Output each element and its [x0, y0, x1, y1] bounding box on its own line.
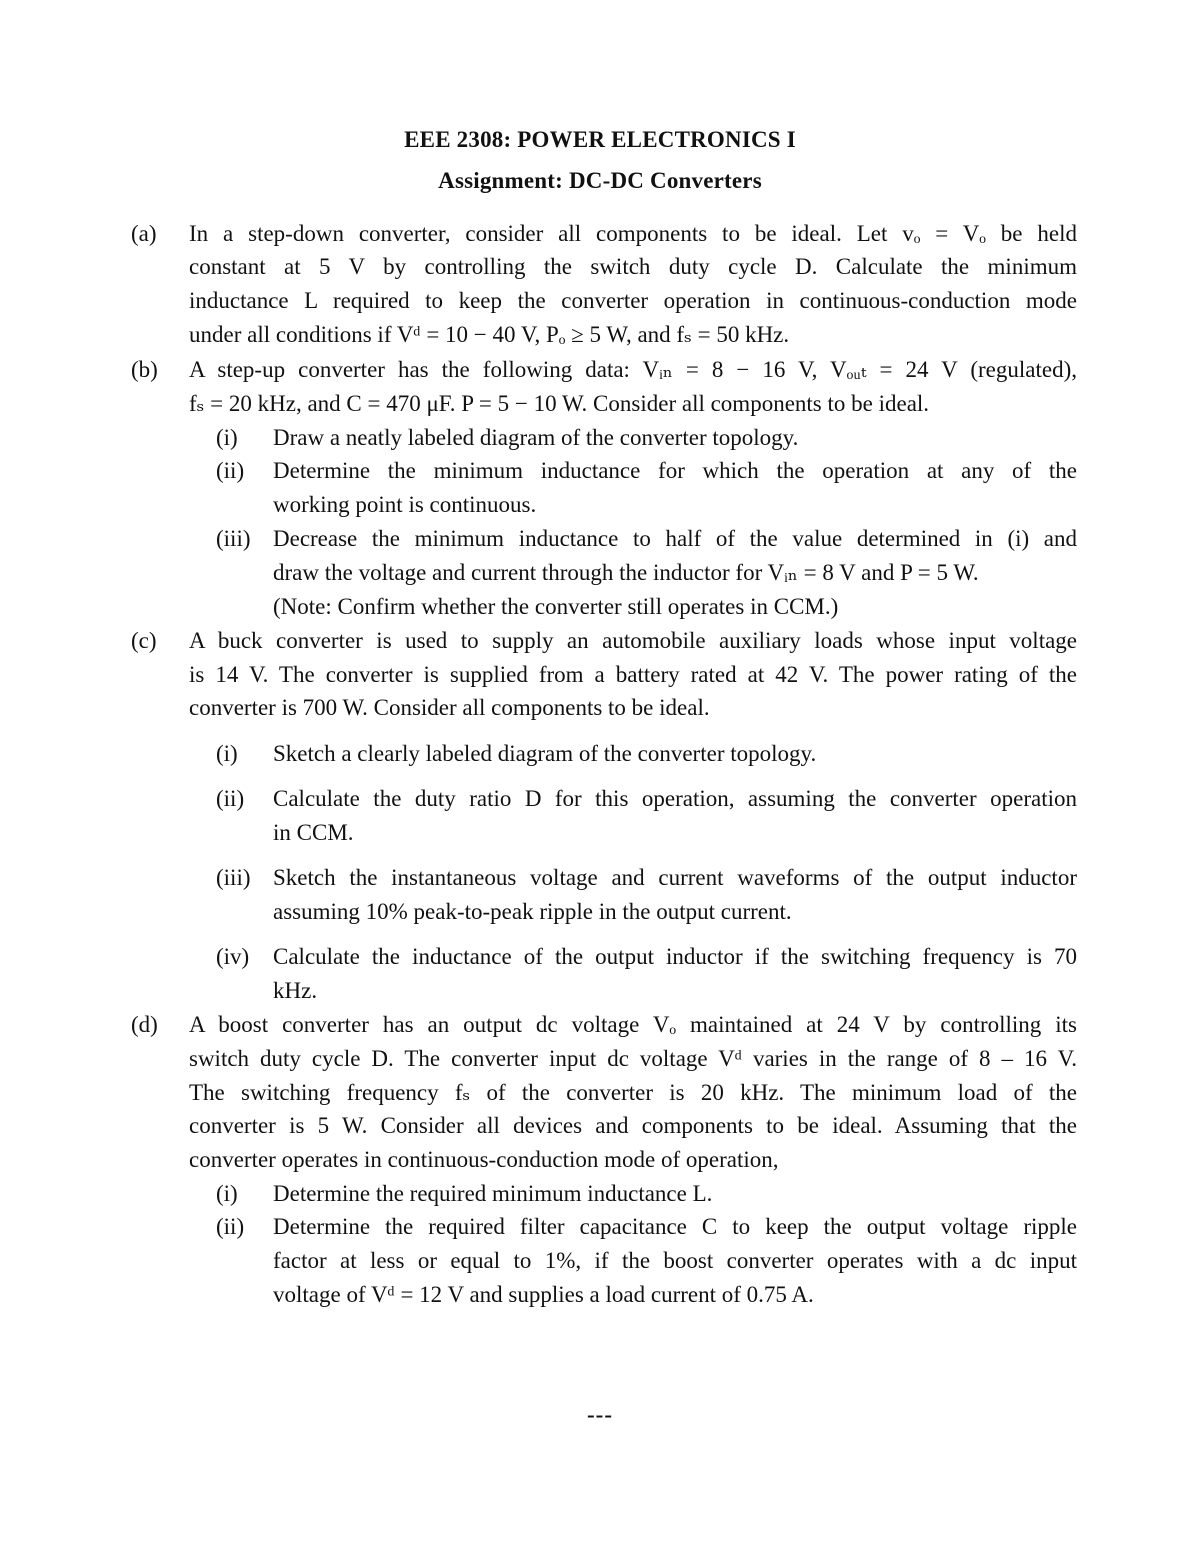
question-d-label: (d): [131, 1012, 158, 1037]
question-c-iii-label: (iii): [216, 865, 251, 890]
question-b-line-1: A step-up converter has the following data: Vᵢₙ = 8 − 16 V, Vₒᵤₜ = 24 V (regulated),: [189, 357, 1077, 382]
question-b-iii-label: (iii): [216, 526, 251, 551]
document-title: EEE 2308: POWER ELECTRONICS I: [404, 127, 796, 152]
question-a-line-3: inductance L required to keep the converter operation in continuous-conduction mode: [189, 288, 1077, 313]
question-c-line-1: A buck converter is used to supply an automobile auxiliary loads whose input voltage: [189, 628, 1077, 653]
question-d-ii-label: (ii): [216, 1214, 245, 1239]
question-c-iv-label: (iv): [216, 944, 250, 969]
question-b-iii-line-3: (Note: Confirm whether the converter still operates in CCM.): [273, 594, 839, 619]
question-b-i-label: (i): [216, 425, 238, 450]
question-d-line-5: converter operates in continuous-conduction mode of operation,: [189, 1147, 779, 1172]
question-d-line-4: converter is 5 W. Consider all devices and components to be ideal. Assuming that the: [189, 1113, 1077, 1138]
question-a-line-1: In a step-down converter, consider all components to be ideal. Let vₒ = Vₒ be held: [189, 221, 1077, 246]
question-b-ii-label: (ii): [216, 458, 245, 483]
question-c-ii-line-1: Calculate the duty ratio D for this operation, assuming the converter operation: [273, 786, 1077, 811]
question-b-iii-line-1: Decrease the minimum inductance to half of the value determined in (i) and: [273, 526, 1077, 551]
question-d-ii-line-1: Determine the required filter capacitance C to keep the output voltage ripple: [273, 1214, 1077, 1239]
question-d-line-2: switch duty cycle D. The converter input dc voltage Vᵈ varies in the range of 8 – 16 V.: [189, 1046, 1077, 1071]
question-b-ii-line-1: Determine the minimum inductance for which the operation at any of the: [273, 458, 1077, 483]
question-c-i-label: (i): [216, 741, 238, 766]
question-c-iv-line-2: kHz.: [273, 978, 318, 1003]
question-b-ii-line-2: working point is continuous.: [273, 492, 537, 517]
question-a-line-4: under all conditions if Vᵈ = 10 − 40 V, Pₒ ≥ 5 W, and fₛ = 50 kHz.: [189, 322, 790, 347]
question-d-line-3: The switching frequency fₛ of the converter is 20 kHz. The minimum load of the: [189, 1080, 1077, 1105]
question-c-line-2: is 14 V. The converter is supplied from a battery rated at 42 V. The power rating of the: [189, 662, 1077, 687]
question-c-i-line-1: Sketch a clearly labeled diagram of the converter topology.: [273, 741, 817, 766]
question-c-iii-line-2: assuming 10% peak-to-peak ripple in the output current.: [273, 899, 792, 924]
question-c-iii-line-1: Sketch the instantaneous voltage and current waveforms of the output inductor: [273, 865, 1077, 890]
document-subtitle: Assignment: DC-DC Converters: [438, 168, 762, 193]
question-d-i-label: (i): [216, 1181, 238, 1206]
question-a-label: (a): [131, 221, 157, 246]
question-b-label: (b): [131, 357, 158, 382]
question-d-ii-line-2: factor at less or equal to 1%, if the boost converter operates with a dc input: [273, 1248, 1077, 1273]
question-a-line-2: constant at 5 V by controlling the switch duty cycle D. Calculate the minimum: [189, 254, 1077, 279]
question-c-ii-line-2: in CCM.: [273, 820, 354, 845]
end-marker: ---: [587, 1402, 613, 1427]
question-d-ii-line-3: voltage of Vᵈ = 12 V and supplies a load current of 0.75 A.: [273, 1282, 814, 1307]
question-c-label: (c): [131, 628, 157, 653]
question-b-i-line-1: Draw a neatly labeled diagram of the converter topology.: [273, 425, 799, 450]
question-d-line-1: A boost converter has an output dc voltage Vₒ maintained at 24 V by controlling its: [189, 1012, 1077, 1037]
question-c-iv-line-1: Calculate the inductance of the output inductor if the switching frequency is 70: [273, 944, 1077, 969]
question-d-i-line-1: Determine the required minimum inductance L.: [273, 1181, 713, 1206]
question-b-iii-line-2: draw the voltage and current through the inductor for Vᵢₙ = 8 V and P = 5 W.: [273, 560, 979, 585]
question-b-line-2: fₛ = 20 kHz, and C = 470 μF. P = 5 − 10 W. Consider all components to be ideal.: [189, 391, 930, 416]
question-c-line-3: converter is 700 W. Consider all components to be ideal.: [189, 695, 710, 720]
question-c-ii-label: (ii): [216, 786, 245, 811]
